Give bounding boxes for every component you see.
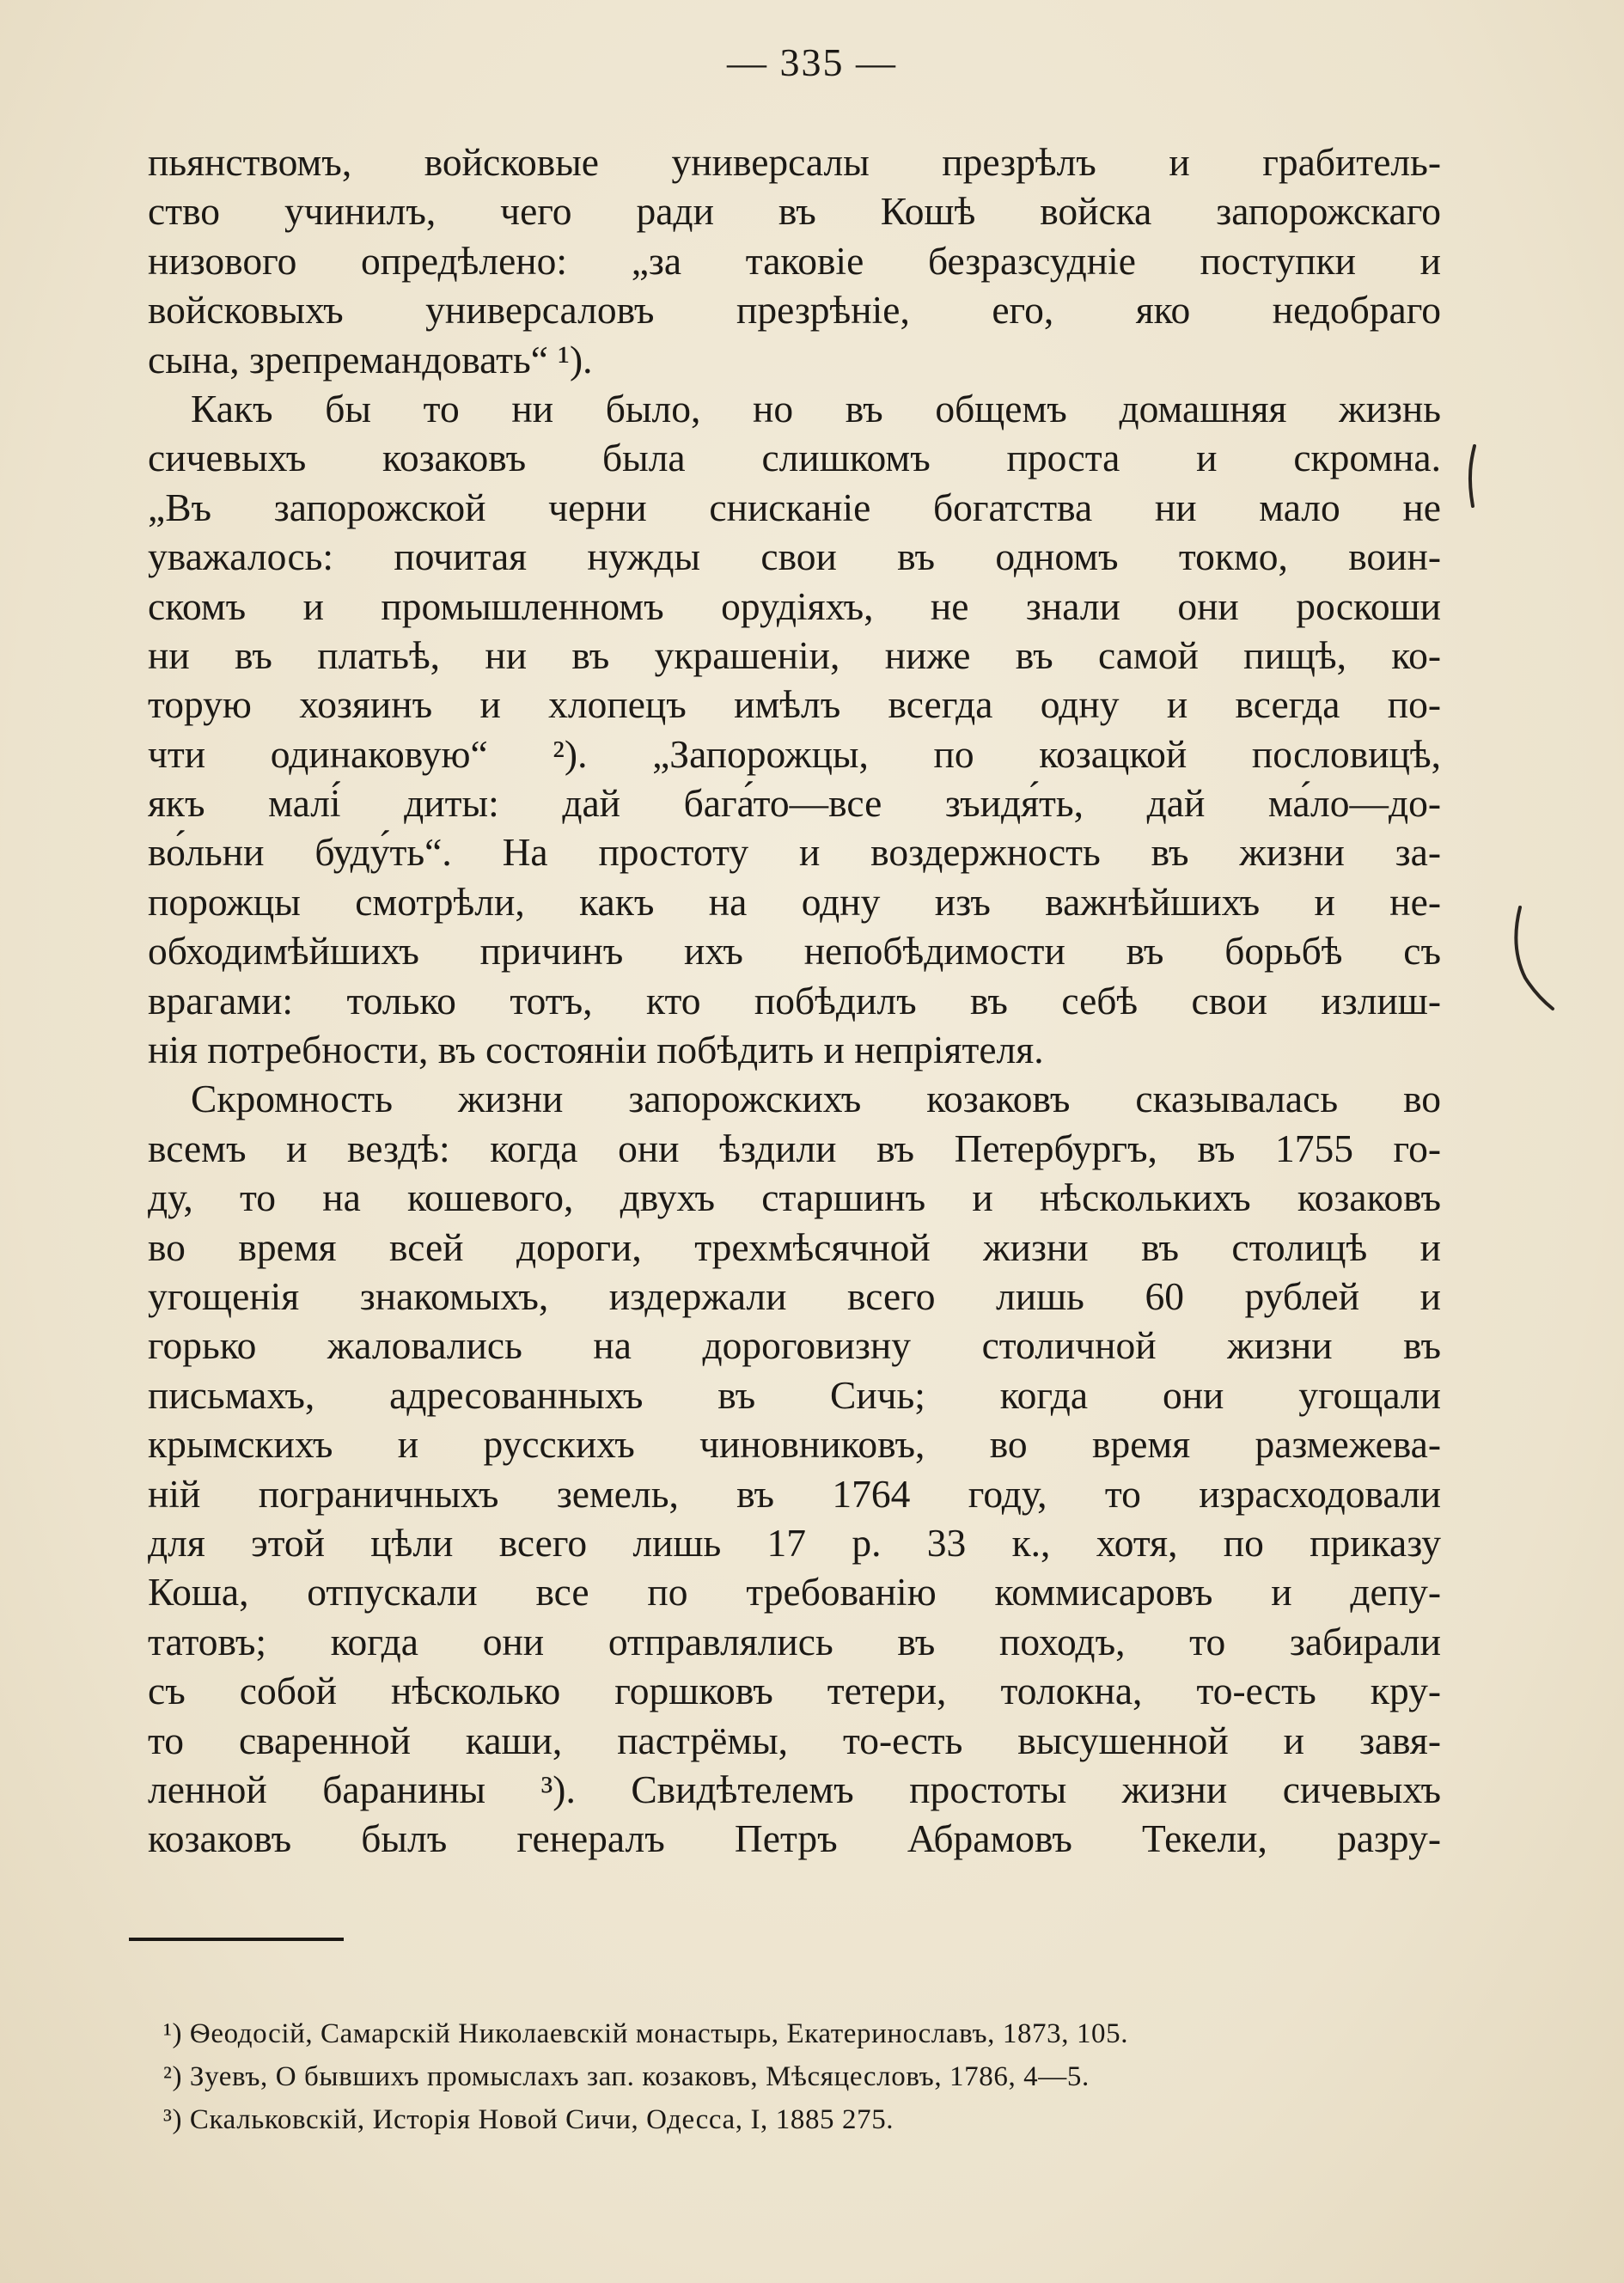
text-line: якъ малі́ диты: дай бага́то—все зъидя́ть, дай ма́ло—до- (148, 781, 1441, 826)
margin-pencil-mark-bottom (1508, 902, 1560, 1014)
text-line: съ собой нѣсколько горшковъ тетери, толокна, то-есть кру- (148, 1669, 1441, 1713)
paragraph-1 (148, 137, 1441, 384)
text-line: сына, зрепремандовать“ ¹). (148, 337, 593, 382)
text-line: для этой цѣли всего лишь 17 р. 33 к., хотя, по приказу (148, 1520, 1441, 1565)
text-line: нія потребности, въ состояніи побѣдить и непріятеля. (148, 1028, 1044, 1072)
margin-pencil-mark-top (1461, 443, 1487, 511)
footnote-3: ³) Скальковскій, Исторія Новой Сичи, Одесса, I, 1885 275. (163, 2104, 894, 2135)
text-line: пьянствомъ, войсковые универсалы презрѣлъ и грабитель- (148, 140, 1441, 184)
text-line: крымскихъ и русскихъ чиновниковъ, во время размежева- (148, 1422, 1441, 1467)
text-line: всемъ и вездѣ: когда они ѣздили въ Петербургъ, въ 1755 го- (148, 1126, 1441, 1170)
text-line: ленной баранины ³). Свидѣтелемъ простоты жизни сичевыхъ (148, 1767, 1441, 1811)
text-line: скомъ и промышленномъ орудіяхъ, не знали они роскоши (148, 583, 1441, 628)
text-line: горько жаловались на дороговизну столичной жизни въ (148, 1323, 1441, 1368)
text-line: во время всей дороги, трехмѣсячной жизни въ столицѣ и (148, 1224, 1441, 1269)
paragraph-3 (148, 1074, 1441, 1863)
text-line: ство учинилъ, чего ради въ Кошѣ войска запорожскаго (148, 189, 1441, 234)
text-line: торую хозяинъ и хлопецъ имѣлъ всегда одну и всегда по- (148, 682, 1441, 727)
footnote-separator (129, 1938, 344, 1941)
paragraph-2 (148, 384, 1441, 1074)
text-line: ній пограничныхъ земель, въ 1764 году, то израсходовали (148, 1471, 1441, 1516)
text-line: врагами: только тотъ, кто побѣдилъ въ себѣ свои излиш- (148, 978, 1441, 1022)
text-line: чти одинаковую“ ²). „Запорожцы, по козацкой пословицѣ, (148, 731, 1441, 776)
text-line: во́льни буду́ть“. На простоту и воздержность въ жизни за- (148, 830, 1441, 875)
text-line: Какъ бы то ни было, но въ общемъ домашняя жизнь (191, 386, 1441, 430)
text-line: козаковъ былъ генералъ Петръ Абрамовъ Текели, разру- (148, 1816, 1441, 1861)
text-line: то сваренной каши, пастрёмы, то-есть высушенной и завя- (148, 1718, 1441, 1762)
text-line: уважалось: почитая нужды свои въ одномъ токмо, воин- (148, 534, 1441, 579)
text-line: войсковыхъ универсаловъ презрѣніе, его, яко недобраго (148, 288, 1441, 333)
text-line: Коша, отпускали все по требованію коммисаровъ и депу- (148, 1570, 1441, 1615)
footnote-1: ¹) Ѳеодосій, Самарскій Николаевскій монастырь, Екатеринославъ, 1873, 105. (163, 2018, 1129, 2049)
text-line: Скромность жизни запорожскихъ козаковъ сказывалась во (191, 1077, 1441, 1121)
text-line: сичевыхъ козаковъ была слишкомъ проста и скромна. (148, 436, 1441, 480)
text-line: „Въ запорожской черни снисканіе богатства ни мало не (148, 485, 1441, 529)
text-line: порожцы смотрѣли, какъ на одну изъ важнѣйшихъ и не- (148, 879, 1441, 924)
text-line: ду, то на кошевого, двухъ старшинъ и нѣсколькихъ козаковъ (148, 1175, 1441, 1220)
text-line: низового опредѣлено: „за таковіе безразсудніе поступки и (148, 238, 1441, 283)
body-text (148, 137, 1441, 1864)
footnote-2: ²) Зуевъ, О бывшихъ промыслахъ зап. козаковъ, Мѣсяцесловъ, 1786, 4—5. (163, 2061, 1090, 2092)
text-line: татовъ; когда они отправлялись въ походъ, то забирали (148, 1619, 1441, 1663)
footnotes (163, 2013, 1452, 2142)
text-line: обходимѣйшихъ причинъ ихъ непобѣдимости въ борьбѣ съ (148, 929, 1441, 974)
text-line: ни въ платьѣ, ни въ украшеніи, ниже въ самой пищѣ, ко- (148, 632, 1441, 677)
text-line: письмахъ, адресованныхъ въ Сичь; когда они угощали (148, 1372, 1441, 1417)
page-number: — 335 — (727, 40, 897, 84)
text-line: угощенія знакомыхъ, издержали всего лишь 60 рублей и (148, 1273, 1441, 1318)
